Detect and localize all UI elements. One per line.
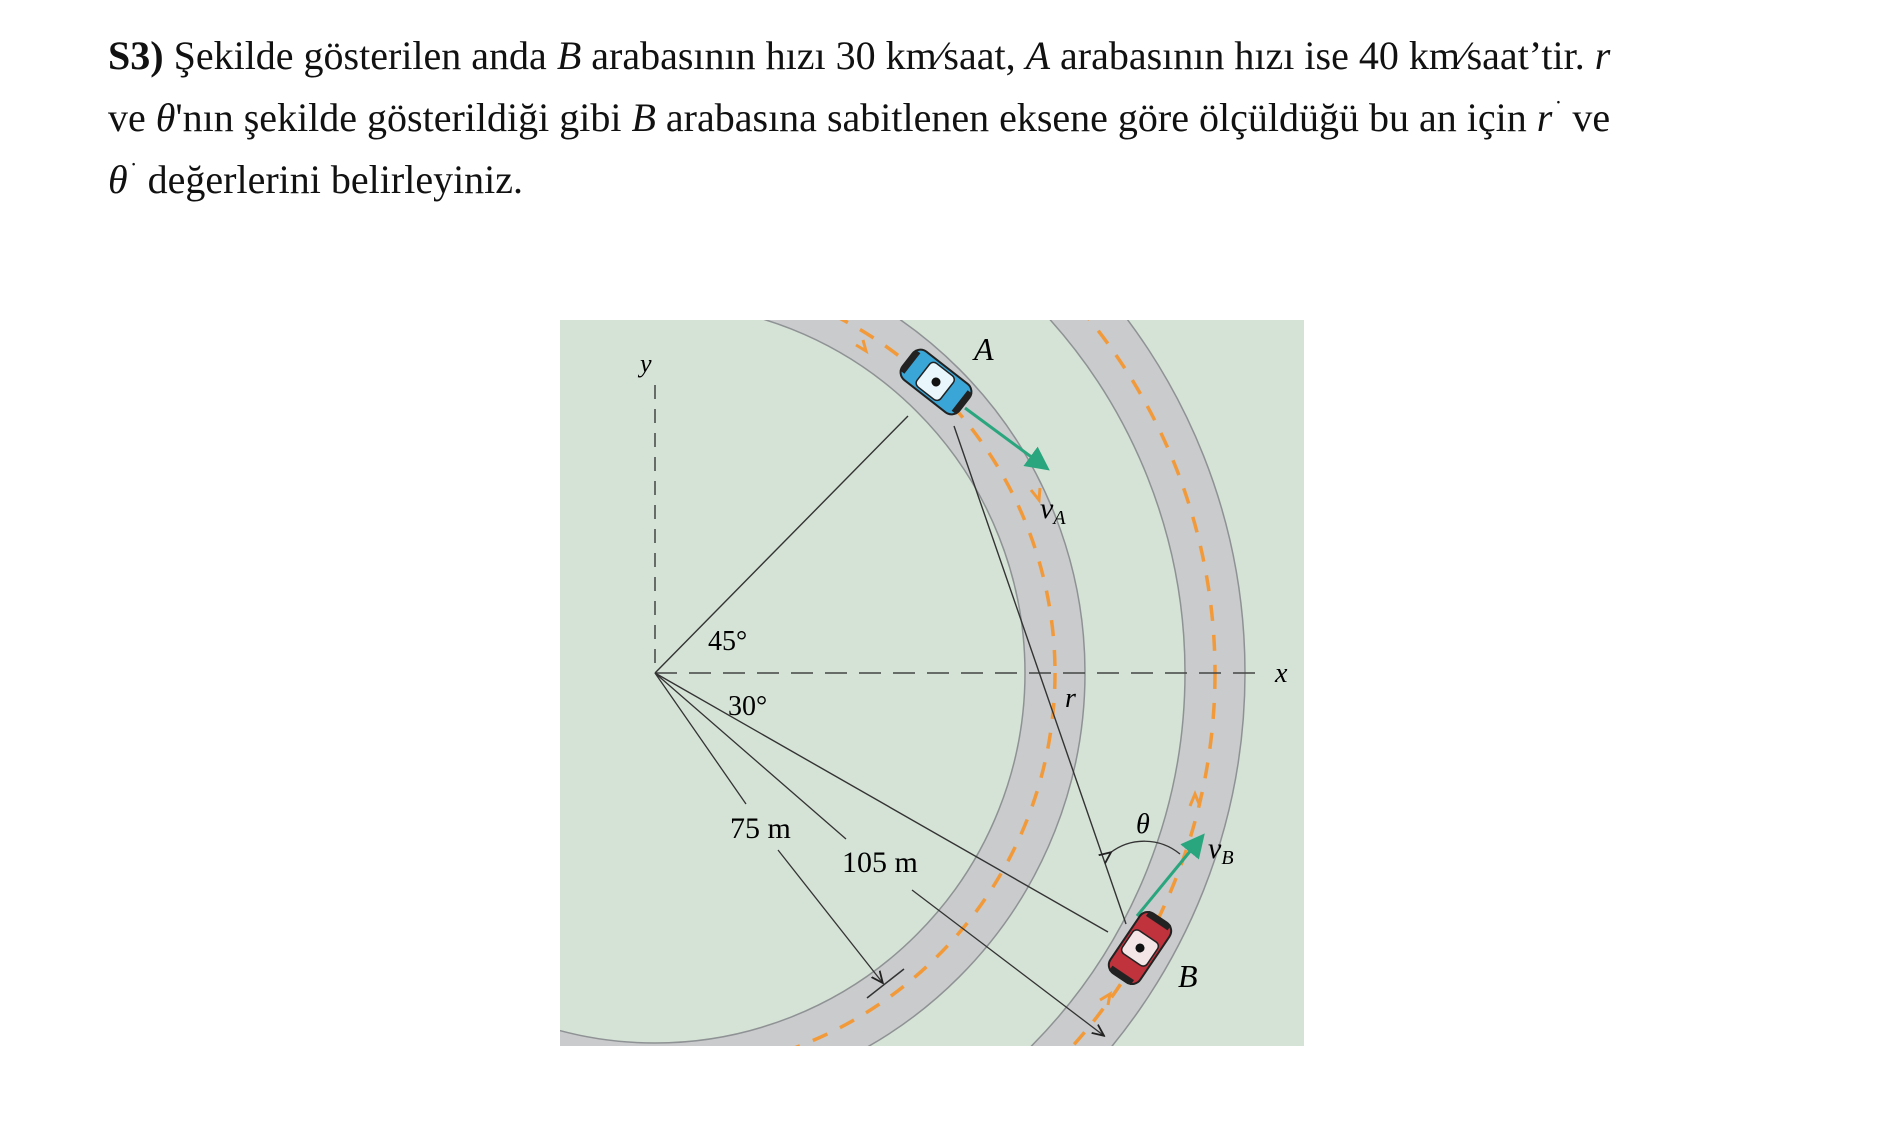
dot-symbol: ˙ <box>1554 97 1563 123</box>
car-b-symbol: B <box>556 33 582 78</box>
r-dot-symbol: r <box>1536 95 1553 140</box>
problem-text: değerlerini belirleyiniz. <box>137 157 524 202</box>
problem-label: S3) <box>108 33 164 78</box>
radius-105-label: 105 m <box>842 846 918 879</box>
dot-symbol: ˙ <box>129 159 138 185</box>
problem-line-2 <box>108 83 1808 145</box>
angle-30-label: 30° <box>728 691 768 722</box>
angle-45-label: 45° <box>708 626 748 657</box>
radius-75-label: 75 m <box>730 812 791 845</box>
problem-line-1 <box>108 28 1808 83</box>
figure-diagram <box>560 320 1304 1046</box>
problem-line-3 <box>108 145 1808 207</box>
car-a-symbol: A <box>1025 33 1051 78</box>
r-label: r <box>1065 683 1076 714</box>
car-b-symbol: B <box>631 95 656 140</box>
problem-statement <box>108 28 1808 207</box>
problem-text: arabasına sabitlenen eksene göre ölçüldüğü bu an için <box>655 95 1537 140</box>
car-a-label: A <box>974 331 994 367</box>
velocity-b-label: $v_B$ <box>1208 832 1234 869</box>
theta-dot-symbol: θ <box>108 157 128 202</box>
theta-label: θ <box>1136 809 1150 840</box>
problem-figure <box>560 320 1304 1046</box>
x-axis-label: x <box>1275 658 1288 689</box>
problem-text: ve <box>1562 95 1611 140</box>
problem-text: Şekilde gösterilen anda <box>163 33 557 78</box>
r-symbol: r <box>1594 33 1611 78</box>
problem-text: 'nın şekilde gösterildiği gibi <box>175 95 632 140</box>
theta-symbol: θ <box>155 95 176 140</box>
car-b-label: B <box>1178 958 1198 994</box>
y-axis-label: y <box>640 349 652 378</box>
velocity-a-label: $v_A$ <box>1040 492 1066 529</box>
problem-text: arabasının hızı ise 40 km⁄saat’tir. <box>1050 33 1595 78</box>
problem-text: ve <box>108 95 156 140</box>
problem-text: arabasının hızı 30 km⁄saat, <box>581 33 1026 78</box>
